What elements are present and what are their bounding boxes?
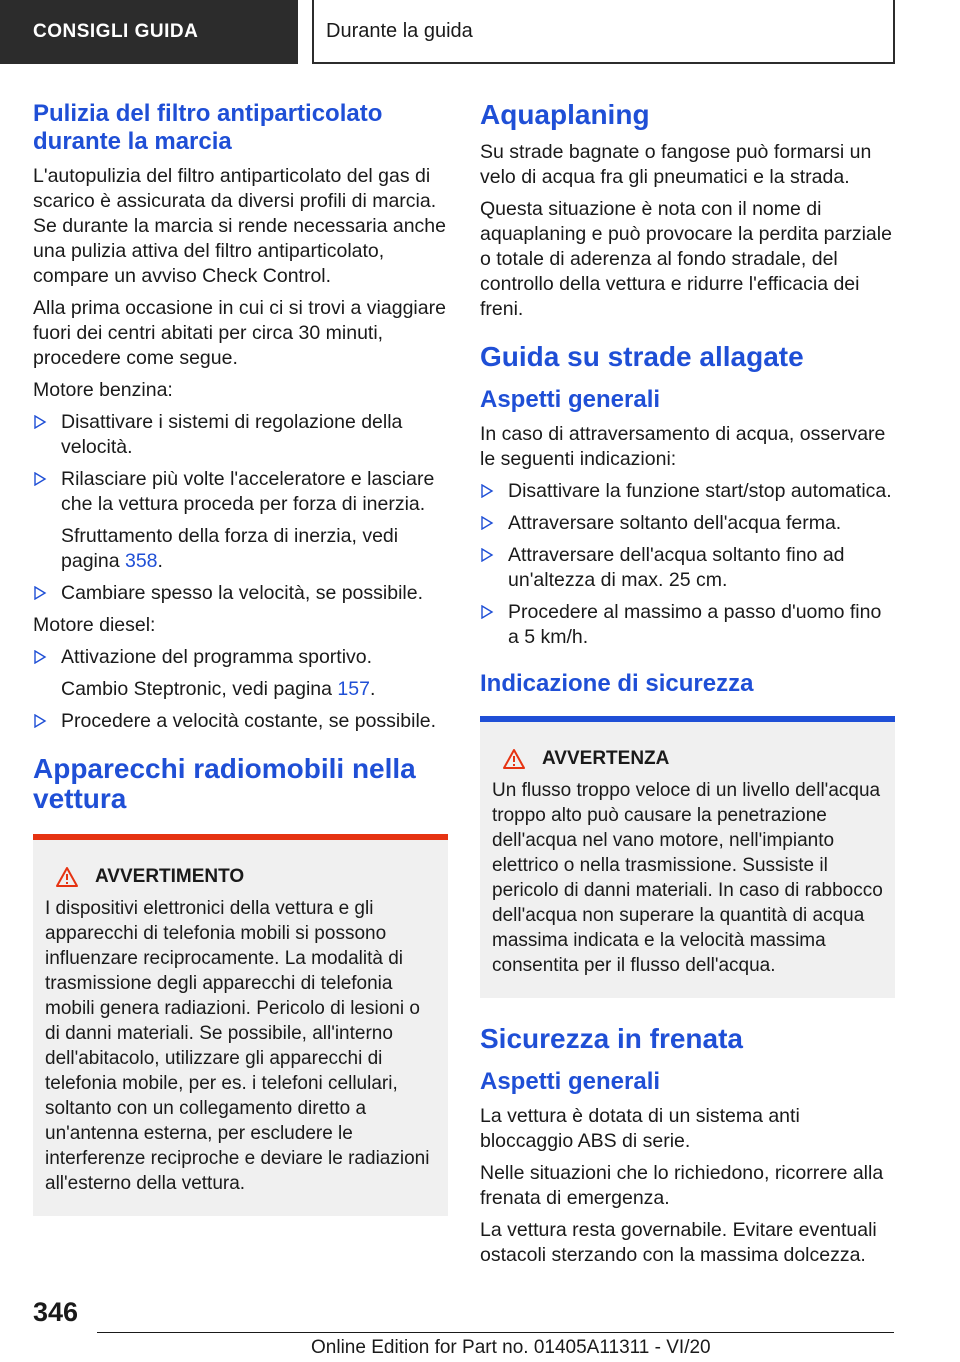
- warning-text: I dispositivi elettronici della vettura e gli apparecchi di telefonia mobili si possono influenzare reciprocamente. La modalità di trasmissione degli apparecchi di telefonia mobili genera radiazioni. Pericolo di lesioni o di danni materiali. Se possibile, all'interno dell'abitacolo, utilizzare gli apparecchi di telefonia mobile, per es. i telefoni cellulari, soltanto con un collegamento diretto a un'antenna esterna, per escludere le interferenze reciproche e deviare le radiazioni all'esterno della vettura.: [45, 898, 430, 1194]
- list-item: [33, 410, 448, 460]
- list-item-text: Attraversare dell'acqua soltanto fino ad un'altezza di max. 25 cm.: [508, 544, 845, 591]
- list-item: [33, 581, 448, 606]
- paragraph: La vettura è dotata di un sistema anti bloccaggio ABS di serie.: [480, 1105, 800, 1152]
- triangle-right-icon: [480, 516, 494, 530]
- heading-aquaplaning: Aquaplaning: [480, 99, 650, 130]
- diesel-label: Motore diesel:: [33, 614, 156, 636]
- triangle-right-icon: [480, 548, 494, 562]
- paragraph: Alla prima occasione in cui ci si trovi a viaggiare fuori dei centri abitati per circa 30 minuti, procedere come segue.: [33, 297, 446, 369]
- triangle-right-icon: [480, 605, 494, 619]
- list-item-text: Procedere a velocità costante, se possibile.: [61, 710, 437, 732]
- subheading-general: Aspetti generali: [480, 1068, 661, 1095]
- cross-reference: Sfruttamento della forza di inerzia, vedi pagina 358.: [61, 525, 399, 572]
- subheading-general: Aspetti generali: [480, 386, 661, 413]
- triangle-right-icon: [33, 472, 47, 486]
- list-item: [480, 511, 895, 536]
- page-number: 346: [33, 1297, 79, 1327]
- paragraph: Nelle situazioni che lo richiedono, ricorrere alla frenata di emergenza.: [480, 1162, 884, 1209]
- warning-title: [45, 866, 436, 888]
- caution-body: [480, 722, 895, 998]
- list-item: [33, 645, 448, 670]
- caution-text: Un flusso troppo veloce di un livello dell'acqua troppo alto può causare la penetrazione dell'acqua nel vano motore, nell'impianto elettrico o nella trasmissione. Sussiste il pericolo di danni materiali. In caso di rabbocco dell'acqua non superare la quantità di acqua massima indicata e la velocità massima consentita per il flusso dell'acqua.: [492, 780, 883, 976]
- list-item-text: Disattivare i sistemi di regolazione della velocità.: [61, 411, 403, 458]
- list-item: [33, 709, 448, 734]
- caution-title: [492, 748, 883, 770]
- list-item-text: Attivazione del programma sportivo.: [61, 646, 373, 668]
- list-item: [480, 479, 895, 504]
- list-item-text: Rilasciare più volte l'acceleratore e lasciare che la vettura proceda per forza di inerzia.: [61, 468, 435, 515]
- paragraph: Questa situazione è nota con il nome di aquaplaning e può provocare la perdita parziale o totale di aderenza al fondo stradale, del controllo della vettura e ridurre l'efficacia dei freni.: [480, 198, 892, 320]
- list-item: [480, 600, 895, 650]
- left-column: [33, 100, 448, 1216]
- footer-divider: [97, 1332, 894, 1333]
- footer-edition: Online Edition for Part no. 01405A11311 - VI/20: [311, 1337, 711, 1358]
- heading-mobile-devices: Apparecchi radiomobili nella vettura: [33, 753, 416, 814]
- cross-reference-text: Sfruttamento della forza di inerzia, vedi pagina: [61, 525, 399, 572]
- caution-box: [480, 716, 895, 998]
- paragraph: Su strade bagnate o fangose può formarsi un velo di acqua fra gli pneumatici e la strada.: [480, 141, 872, 188]
- subheading-safety: Indicazione di sicurezza: [480, 670, 754, 697]
- warning-triangle-icon: [55, 866, 79, 888]
- chapter-title-text: Durante la guida: [326, 19, 473, 42]
- paragraph: L'autopulizia del filtro antiparticolato del gas di scarico è assicurata da diversi profili di marcia. Se durante la marcia si rende necessaria anche una pulizia attiva del filtro antiparticolato, compare un avviso Check Control.: [33, 165, 446, 287]
- page-link-157[interactable]: 157: [337, 678, 370, 700]
- petrol-label: Motore benzina:: [33, 379, 173, 401]
- warning-box: [33, 834, 448, 1216]
- list-item-text: Disattivare la funzione start/stop automatica.: [508, 480, 892, 502]
- warning-body: [33, 840, 448, 1216]
- list-item: [33, 467, 448, 517]
- chapter-title: [312, 0, 895, 64]
- heading-flooded-roads: Guida su strade allagate: [480, 341, 804, 372]
- caution-title-text: AVVERTENZA: [542, 748, 670, 769]
- section-title: [0, 0, 298, 64]
- list-item-text: Procedere al massimo a passo d'uomo fino a 5 km/h.: [508, 601, 882, 648]
- list-item-text: Attraversare soltanto dell'acqua ferma.: [508, 512, 842, 534]
- list-item-text: Cambiare spesso la velocità, se possibile.: [61, 582, 424, 604]
- cross-reference-text: Cambio Steptronic, vedi pagina: [61, 678, 338, 700]
- triangle-right-icon: [33, 415, 47, 429]
- page-link-358[interactable]: 358: [124, 550, 158, 572]
- triangle-right-icon: [480, 484, 494, 498]
- triangle-right-icon: [33, 586, 47, 600]
- right-column: [480, 100, 895, 1275]
- heading-braking-safety: Sicurezza in frenata: [480, 1023, 743, 1054]
- triangle-right-icon: [33, 714, 47, 728]
- paragraph: La vettura resta governabile. Evitare eventuali ostacoli sterzando con la massima dolcezza.: [480, 1219, 877, 1266]
- warning-triangle-icon: [502, 748, 526, 770]
- cross-reference: Cambio Steptronic, vedi pagina 157.: [61, 678, 376, 700]
- section-title-text: CONSIGLI GUIDA: [33, 21, 199, 42]
- triangle-right-icon: [33, 650, 47, 664]
- paragraph: In caso di attraversamento di acqua, osservare le seguenti indicazioni:: [480, 423, 886, 470]
- list-item: [480, 543, 895, 593]
- warning-title-text: AVVERTIMENTO: [95, 866, 245, 887]
- heading-filter-cleaning: Pulizia del filtro antiparticolato durante la marcia: [33, 100, 383, 155]
